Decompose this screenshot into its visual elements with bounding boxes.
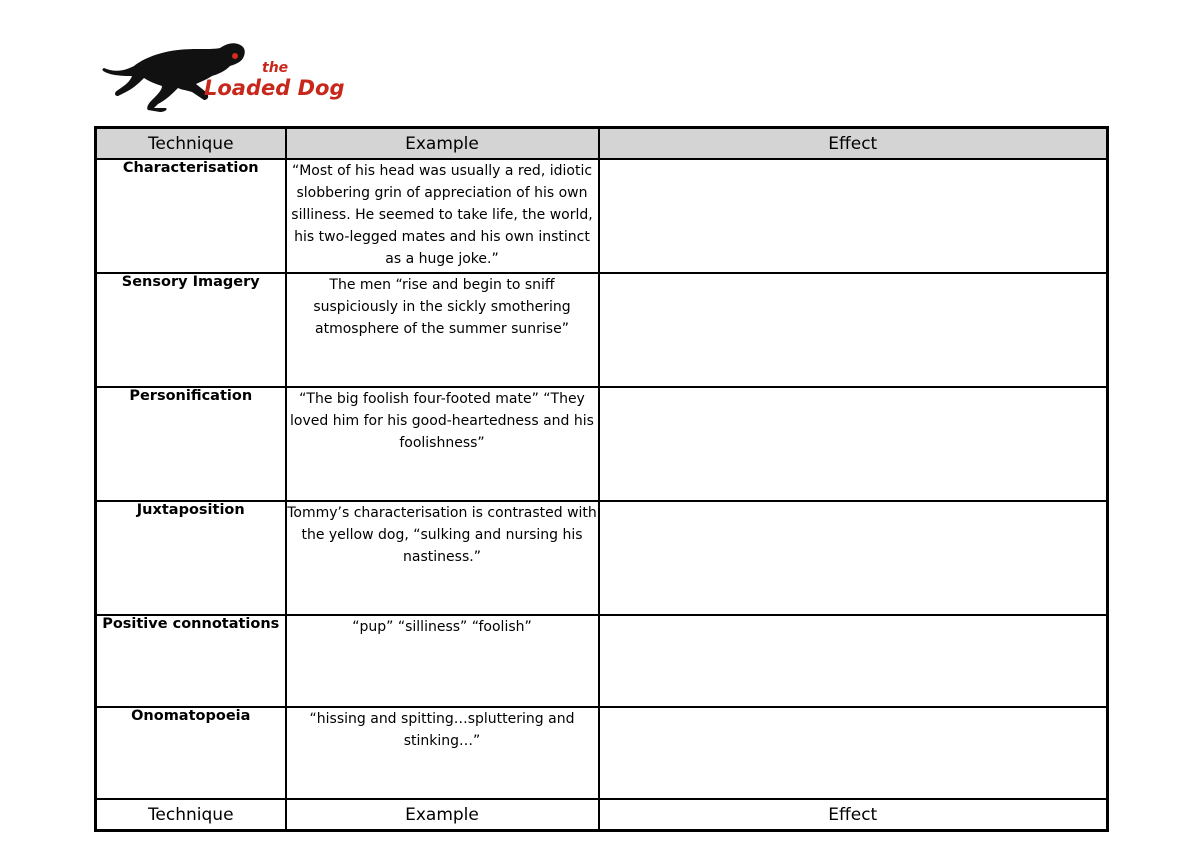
technique-cell: Sensory Imagery	[96, 273, 286, 387]
footer-effect: Effect	[599, 799, 1108, 831]
footer-technique: Technique	[96, 799, 286, 831]
technique-cell: Onomatopoeia	[96, 707, 286, 799]
effect-cell[interactable]	[599, 501, 1108, 615]
header-technique: Technique	[96, 128, 286, 160]
example-cell: “hissing and spitting…spluttering and stinking…”	[286, 707, 599, 799]
example-cell: The men “rise and begin to sniff suspiciously in the sickly smothering atmosphere of the summer sunrise”	[286, 273, 599, 387]
technique-cell: Juxtaposition	[96, 501, 286, 615]
example-cell: “The big foolish four-footed mate” “They loved him for his good-heartedness and his foolishness”	[286, 387, 599, 501]
header-example: Example	[286, 128, 599, 160]
table-row	[96, 387, 1108, 501]
technique-table	[94, 126, 1109, 832]
table-row	[96, 501, 1108, 615]
effect-cell[interactable]	[599, 387, 1108, 501]
header-effect: Effect	[599, 128, 1108, 160]
logo-the: the	[262, 60, 289, 76]
footer-example: Example	[286, 799, 599, 831]
table-row	[96, 615, 1108, 707]
effect-cell[interactable]	[599, 273, 1108, 387]
effect-cell[interactable]	[599, 615, 1108, 707]
table-footer-row	[96, 799, 1108, 831]
table-row	[96, 707, 1108, 799]
technique-cell: Positive connotations	[96, 615, 286, 707]
technique-cell: Characterisation	[96, 159, 286, 273]
example-cell: Tommy’s characterisation is contrasted with the yellow dog, “sulking and nursing his nastiness.”	[286, 501, 599, 615]
example-cell: “pup” “silliness” “foolish”	[286, 615, 599, 707]
logo-title: Loaded Dog	[204, 76, 345, 100]
effect-cell[interactable]	[599, 707, 1108, 799]
table-header-row	[96, 128, 1108, 160]
table-row	[96, 273, 1108, 387]
logo	[100, 38, 360, 113]
example-cell: “Most of his head was usually a red, idiotic slobbering grin of appreciation of his own silliness. He seemed to take life, the world, his two-legged mates and his own instinct as a huge joke.”	[286, 159, 599, 273]
technique-cell: Personification	[96, 387, 286, 501]
table-row	[96, 159, 1108, 273]
effect-cell[interactable]	[599, 159, 1108, 273]
